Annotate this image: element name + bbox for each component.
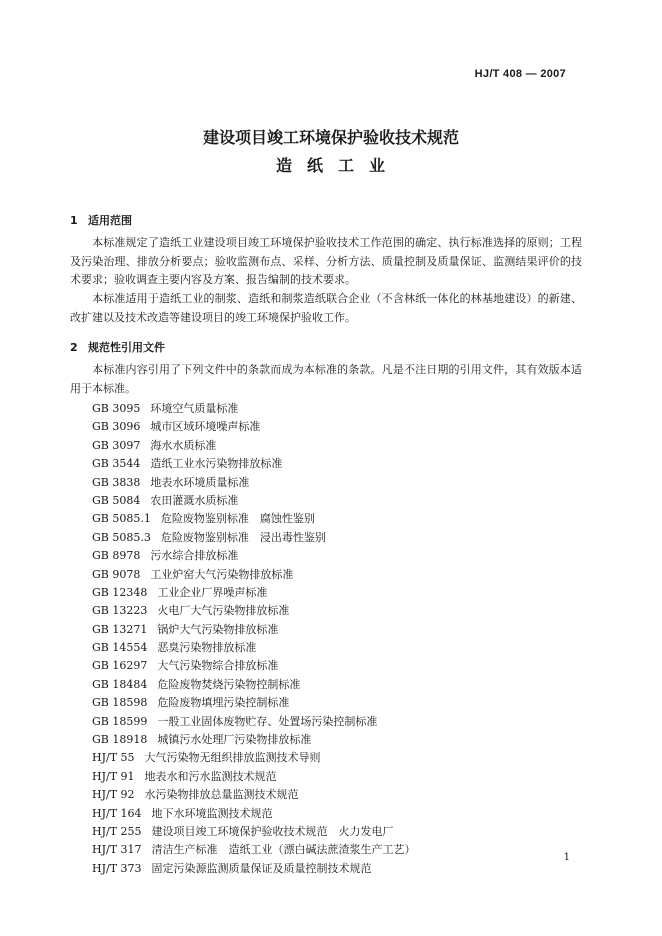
reference-code: GB 12348	[92, 585, 148, 599]
reference-code: GB 8978	[92, 549, 141, 563]
reference-code: GB 18598	[92, 696, 148, 710]
reference-code: GB 3097	[92, 438, 141, 452]
reference-title: 危险废物鉴别标准 腐蚀性鉴别	[160, 512, 315, 526]
reference-title: 一般工业固体废物贮存、处置场污染控制标准	[157, 714, 378, 728]
reference-title: 大气污染物无组织排放监测技术导则	[144, 751, 321, 765]
reference-item	[92, 602, 416, 620]
reference-item	[92, 639, 416, 657]
reference-item	[92, 823, 416, 841]
reference-title: 固定污染源监测质量保证及质量控制技术规范	[151, 861, 372, 875]
reference-item	[92, 786, 416, 804]
reference-code: GB 5085.1	[92, 512, 151, 526]
reference-item	[92, 694, 416, 712]
reference-title: 锅炉大气污染物排放标准	[157, 622, 279, 636]
reference-item	[92, 584, 416, 602]
reference-title: 城市区域环境噪声标准	[150, 420, 261, 434]
reference-list	[92, 400, 416, 878]
section-1-paragraph-1-text: 本标准规定了造纸工业建设项目竣工环境保护验收技术工作范围的确定、执行标准选择的原则；工程及污染治理、排放分析要点；验收监测布点、采样、分析方法、质量控制及质量保证、监测结果评价的技术要求；验收调查主要内容及方案、报告编制的技术要求。	[70, 236, 582, 286]
reference-item	[92, 676, 416, 694]
section-2-intro-text: 本标准内容引用了下列文件中的条款而成为本标准的条款。凡是不注日期的引用文件，其有效版本适用于本标准。	[70, 363, 582, 395]
reference-code: GB 3095	[92, 402, 141, 415]
reference-item	[92, 566, 416, 584]
reference-item	[92, 731, 416, 749]
reference-title: 农田灌溉水质标准	[150, 493, 239, 507]
reference-title: 大气污染物综合排放标准	[157, 659, 279, 673]
reference-title: 危险废物填埋污染控制标准	[157, 696, 290, 710]
reference-item	[92, 805, 416, 823]
section-1-paragraph-2-text: 本标准适用于造纸工业的制浆、造纸和制浆造纸联合企业（不含林纸一体化的林基地建设）的新建、改扩建以及技术改造等建设项目的竣工环境保护验收工作。	[70, 292, 582, 324]
reference-title: 城镇污水处理厂污染物排放标准	[157, 733, 312, 747]
reference-title: 建设项目竣工环境保护验收技术规范 火力发电厂	[151, 824, 394, 838]
reference-item	[92, 621, 416, 639]
section-1-paragraph-2	[70, 290, 582, 327]
reference-title: 海水水质标准	[150, 438, 217, 452]
reference-title: 火电厂大气污染物排放标准	[157, 604, 290, 618]
reference-code: GB 3838	[92, 475, 141, 489]
reference-code: HJ/T 55	[92, 751, 135, 765]
reference-item	[92, 455, 416, 473]
reference-title: 环境空气质量标准	[150, 402, 239, 415]
section-1-paragraph-1	[70, 234, 582, 290]
reference-item	[92, 547, 416, 565]
reference-title: 地下水环境监测技术规范	[151, 806, 273, 820]
section-2-heading	[70, 339, 165, 355]
reference-code: HJ/T 373	[92, 861, 142, 875]
reference-item	[92, 400, 416, 418]
reference-item	[92, 529, 416, 547]
reference-title: 危险废物鉴别标准 浸出毒性鉴别	[160, 530, 326, 544]
reference-item	[92, 841, 416, 859]
section-1-number: 1	[70, 214, 78, 227]
reference-title: 地表水环境质量标准	[150, 475, 250, 489]
reference-code: HJ/T 91	[92, 769, 135, 783]
reference-code: HJ/T 164	[92, 806, 142, 820]
section-2-number: 2	[70, 341, 78, 354]
reference-code: GB 18599	[92, 714, 148, 728]
reference-code: GB 3544	[92, 457, 141, 471]
reference-code: GB 16297	[92, 659, 148, 673]
reference-code: GB 13223	[92, 604, 148, 618]
reference-code: HJ/T 317	[92, 843, 142, 857]
document-subtitle: 造纸工业	[275, 156, 400, 175]
reference-title: 清洁生产标准 造纸工业（漂白碱法蔗渣浆生产工艺）	[151, 843, 416, 857]
reference-item	[92, 474, 416, 492]
section-2-intro	[70, 361, 582, 398]
reference-item	[92, 510, 416, 528]
reference-code: GB 3096	[92, 420, 141, 434]
reference-code: GB 14554	[92, 641, 148, 655]
reference-item	[92, 437, 416, 455]
document-title: 建设项目竣工环境保护验收技术规范	[202, 128, 459, 147]
reference-title: 恶臭污染物排放标准	[157, 641, 257, 655]
reference-item	[92, 418, 416, 436]
standard-number: HJ/T 408 — 2007	[474, 68, 566, 80]
page-number: 1	[563, 852, 570, 863]
reference-code: GB 13271	[92, 622, 148, 636]
reference-item	[92, 713, 416, 731]
reference-code: HJ/T 92	[92, 788, 135, 802]
reference-title: 危险废物焚烧污染物控制标准	[157, 677, 301, 691]
reference-code: GB 5085.3	[92, 530, 151, 544]
reference-code: GB 5084	[92, 493, 141, 507]
reference-title: 污水综合排放标准	[150, 549, 239, 563]
reference-item	[92, 492, 416, 510]
section-2-title: 规范性引用文件	[88, 341, 165, 354]
reference-item	[92, 657, 416, 675]
reference-code: GB 18918	[92, 733, 148, 747]
reference-item	[92, 749, 416, 767]
reference-code: HJ/T 255	[92, 824, 142, 838]
section-1-heading	[70, 212, 132, 228]
reference-title: 水污染物排放总量监测技术规范	[144, 788, 299, 802]
reference-title: 造纸工业水污染物排放标准	[150, 457, 283, 471]
reference-title: 地表水和污水监测技术规范	[144, 769, 277, 783]
reference-item	[92, 860, 416, 878]
reference-code: GB 18484	[92, 677, 148, 691]
reference-title: 工业炉窑大气污染物排放标准	[150, 567, 294, 581]
reference-code: GB 9078	[92, 567, 141, 581]
reference-item	[92, 768, 416, 786]
reference-title: 工业企业厂界噪声标准	[157, 585, 268, 599]
section-1-title: 适用范围	[88, 214, 132, 227]
